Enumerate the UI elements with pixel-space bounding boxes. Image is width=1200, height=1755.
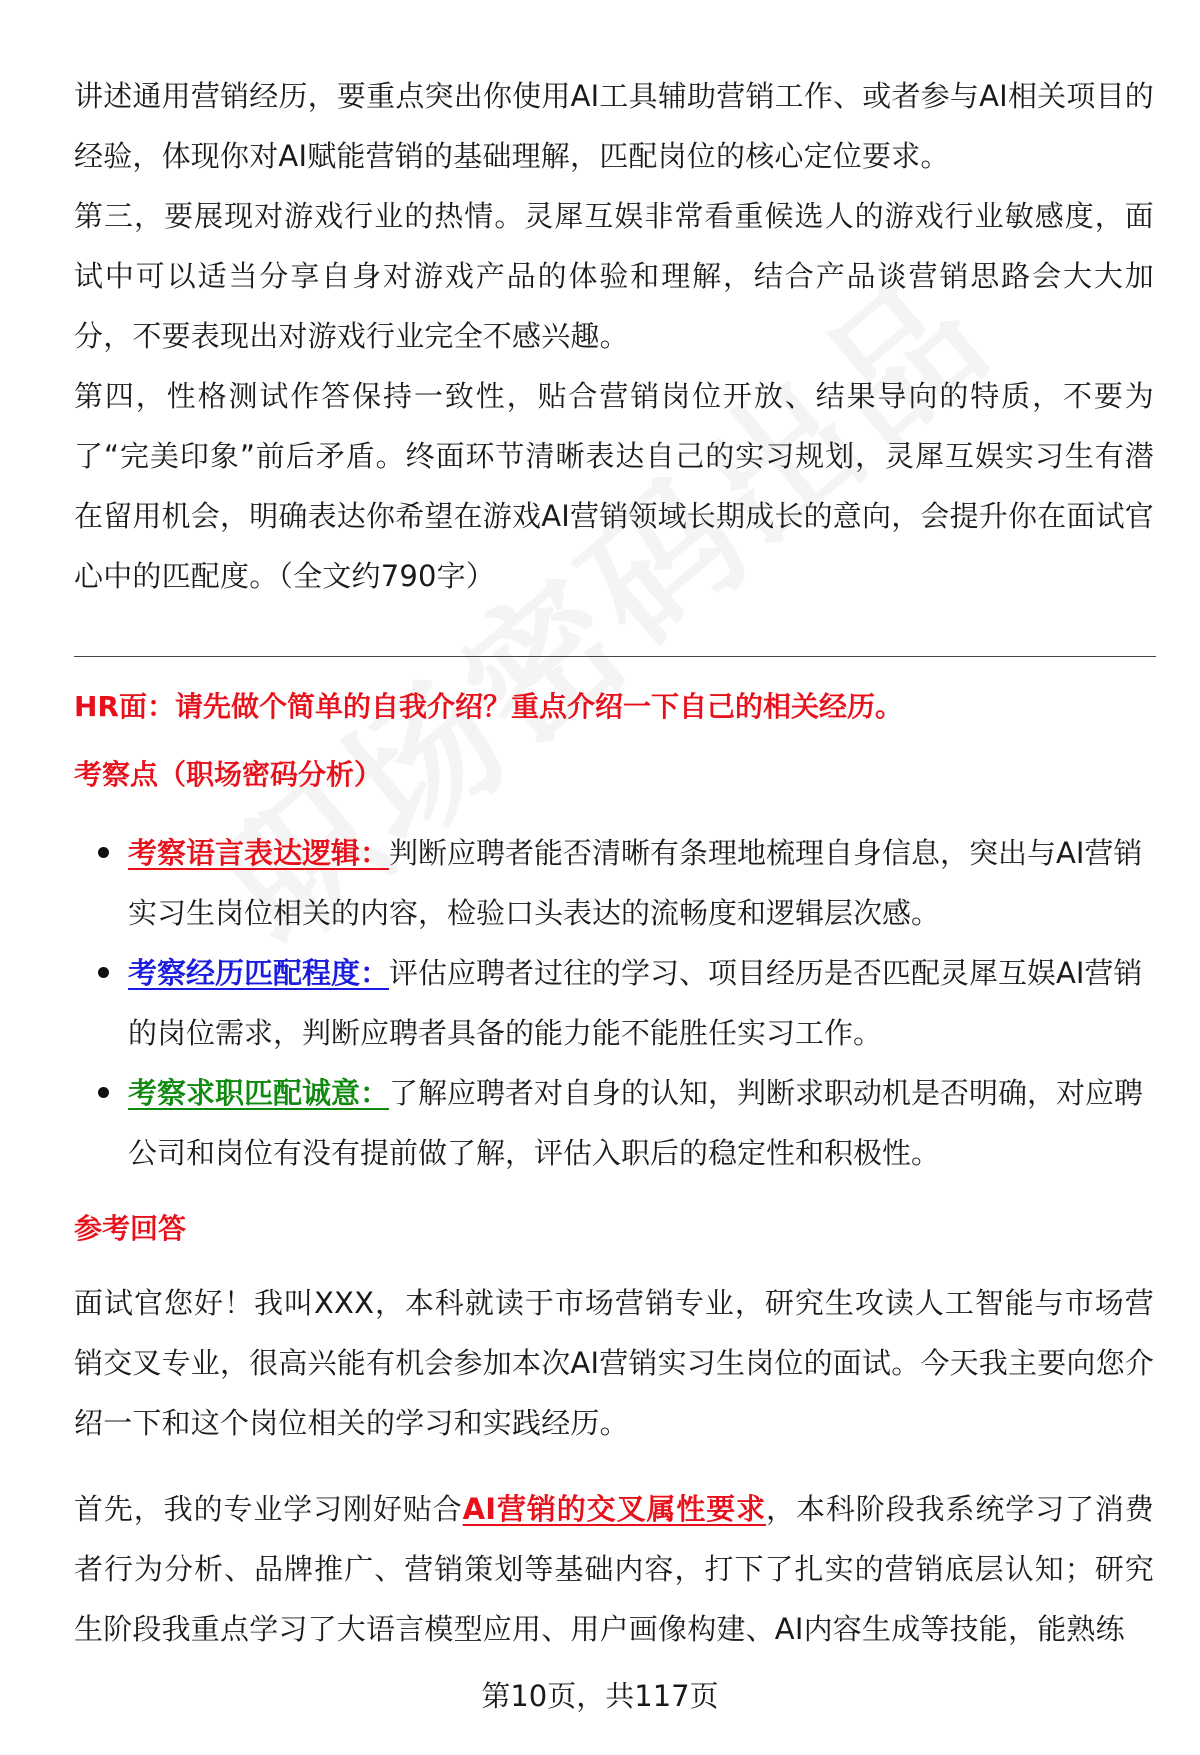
answer-text-before: 首先，我的专业学习刚好贴合 bbox=[74, 1492, 463, 1526]
analysis-text: 判断应聘者能否清晰有条理地梳理自身信息，突出与AI营销实习生岗位相关的内容，检验口头表达的流畅度和逻辑层次感。 bbox=[128, 836, 1143, 930]
bullet-icon bbox=[98, 1087, 109, 1098]
analysis-text: 评估应聘者过往的学习、项目经历是否匹配灵犀互娱AI营销的岗位需求，判断应聘者具备的能力能不能胜任实习工作。 bbox=[128, 956, 1143, 1050]
bullet-icon bbox=[98, 847, 109, 858]
analysis-keyword: 考察求职匹配诚意： bbox=[128, 1076, 390, 1110]
analysis-list bbox=[74, 823, 1154, 1183]
intro-paragraph-1: 讲述通用营销经历，要重点突出你使用AI工具辅助营销工作、或者参与AI相关项目的经验，体现你对AI赋能营销的基础理解，匹配岗位的核心定位要求。 bbox=[74, 79, 1154, 173]
answer-paragraph-2 bbox=[74, 1479, 1154, 1659]
analysis-text: 了解应聘者对自身的认知，判断求职动机是否明确，对应聘公司和岗位有没有提前做了解，评估入职后的稳定性和积极性。 bbox=[128, 1076, 1144, 1170]
analysis-item-logic bbox=[74, 823, 1154, 943]
page-number: 第10页，共117页 bbox=[481, 1679, 719, 1713]
bullet-icon bbox=[98, 967, 109, 978]
answer-paragraph-1: 面试官您好！我叫XXX，本科就读于市场营销专业，研究生攻读人工智能与市场营销交叉专业，很高兴能有机会参加本次AI营销实习生岗位的面试。今天我主要向您介绍一下和这个岗位相关的学习和实践经历。 bbox=[74, 1286, 1154, 1440]
answer-highlight: AI营销的交叉属性要求 bbox=[462, 1492, 767, 1526]
answer-section bbox=[74, 1273, 1154, 1659]
analysis-item-sincerity bbox=[74, 1063, 1154, 1183]
question-title: HR面：请先做个简单的自我介绍？重点介绍一下自己的相关经历。 bbox=[74, 690, 903, 723]
intro-paragraph-2: 第三，要展现对游戏行业的热情。灵犀互娱非常看重候选人的游戏行业敏感度，面试中可以适当分享自身对游戏产品的体验和理解，结合产品谈营销思路会大大加分，不要表现出对游戏行业完全不感兴趣。 bbox=[74, 199, 1154, 353]
analysis-keyword: 考察语言表达逻辑： bbox=[128, 836, 390, 870]
analysis-item-experience bbox=[74, 943, 1154, 1063]
document-page bbox=[74, 66, 1154, 1659]
intro-section bbox=[74, 66, 1154, 606]
intro-paragraph-3: 第四，性格测试作答保持一致性，贴合营销岗位开放、结果导向的特质，不要为了“完美印象”前后矛盾。终面环节清晰表达自己的实习规划，灵犀互娱实习生有潜在留用机会，明确表达你希望在游戏AI营销领域长期成长的意向，会提升你在面试官心中的匹配度。（全文约790字） bbox=[74, 379, 1154, 593]
answer-text-after: ，本科阶段我系统学习了消费者行为分析、品牌推广、营销策划等基础内容，打下了扎实的营销底层认知；研究生阶段我重点学习了大语言模型应用、用户画像构建、AI内容生成等技能，能熟练 bbox=[74, 1492, 1154, 1646]
analysis-title: 考察点（职场密码分析） bbox=[74, 758, 383, 791]
analysis-keyword: 考察经历匹配程度： bbox=[128, 956, 390, 990]
answer-title: 参考回答 bbox=[74, 1212, 187, 1245]
section-divider bbox=[74, 656, 1156, 657]
